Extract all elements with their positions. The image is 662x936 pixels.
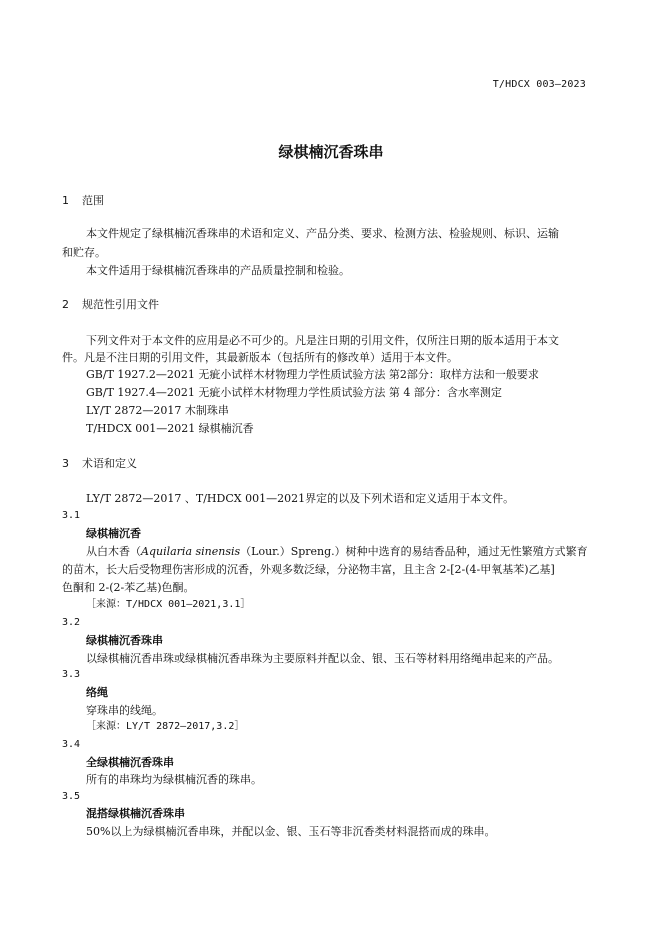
paragraph: 本文件适用于绿棋楠沉香珠串的产品质量控制和检验。 (86, 264, 350, 277)
term-number: 3.2 (62, 617, 81, 628)
term-name: 全绿棋楠沉香珠串 (86, 756, 174, 769)
term-definition: 所有的串珠均为绿棋楠沉香的珠串。 (86, 773, 262, 786)
term-source: ［来源：LY/T 2872—2017,3.2］ (86, 721, 245, 732)
section-number: 3 (62, 457, 69, 470)
scientific-name: Aquilaria sinensis (141, 545, 241, 558)
paragraph: LY/T 2872—2017 、T/HDCX 001—2021界定的以及下列术语和定义适用于本文件。 (86, 492, 515, 505)
term-definition: 50%以上为绿棋楠沉香串珠，并配以金、银、玉石等非沉香类材料混搭而成的珠串。 (86, 825, 496, 838)
paragraph: 和贮存。 (62, 246, 106, 259)
definition-text: 从白木香（ (86, 545, 141, 558)
term-definition: 色酮和 2-(2-苯乙基)色酮。 (62, 581, 195, 594)
section-title: 范围 (82, 194, 104, 207)
term-name: 绿棋楠沉香珠串 (86, 634, 163, 647)
term-name: 绿棋楠沉香 (86, 527, 141, 540)
paragraph: 本文件规定了绿棋楠沉香珠串的术语和定义、产品分类、要求、检测方法、检验规则、标识、运输 (86, 227, 559, 240)
term-source: ［来源：T/HDCX 001—2021,3.1］ (86, 599, 251, 610)
reference-item: T/HDCX 001—2021 绿棋楠沉香 (86, 422, 254, 435)
section-title: 规范性引用文件 (82, 298, 159, 311)
reference-item: LY/T 2872—2017 木制珠串 (86, 404, 229, 417)
section-number: 1 (62, 194, 69, 207)
term-number: 3.4 (62, 739, 81, 750)
term-definition: 穿珠串的线绳。 (86, 704, 163, 717)
definition-text: （Lour.）Spreng.）树种中选育的易结香品种，通过无性繁殖方式繁育 (240, 545, 588, 558)
section-heading-normative-references (62, 299, 159, 310)
reference-item: GB/T 1927.2—2021 无疵小试样木材物理力学性质试验方法 第2部分：取样方法和一般要求 (86, 368, 539, 381)
term-definition (86, 546, 588, 557)
paragraph: 下列文件对于本文件的应用是必不可少的。凡是注日期的引用文件，仅所注日期的版本适用于本文 (86, 334, 559, 347)
paragraph: 件。凡是不注日期的引用文件，其最新版本（包括所有的修改单）适用于本文件。 (62, 351, 458, 364)
term-number: 3.1 (62, 510, 81, 521)
reference-item: GB/T 1927.4—2021 无疵小试样木材物理力学性质试验方法 第 4 部分：含水率测定 (86, 386, 502, 399)
section-heading-terms-and-definitions (62, 458, 137, 469)
term-name: 络绳 (86, 686, 108, 699)
term-definition: 的苗木，长大后受物理伤害形成的沉香，外观多数泛绿，分泌物丰富，且主含 2-[2-(4-甲氧基苯)乙基] (62, 563, 555, 576)
section-number: 2 (62, 298, 69, 311)
document-code: T/HDCX 003—2023 (492, 79, 586, 90)
section-title: 术语和定义 (82, 457, 137, 470)
term-name: 混搭绿棋楠沉香珠串 (86, 807, 185, 820)
term-definition: 以绿棋楠沉香串珠或绿棋楠沉香串珠为主要原料并配以金、银、玉石等材料用络绳串起来的产品。 (86, 652, 559, 665)
term-number: 3.5 (62, 791, 81, 802)
term-number: 3.3 (62, 669, 81, 680)
section-heading-scope (62, 195, 104, 206)
document-title: 绿棋楠沉香珠串 (278, 143, 384, 161)
